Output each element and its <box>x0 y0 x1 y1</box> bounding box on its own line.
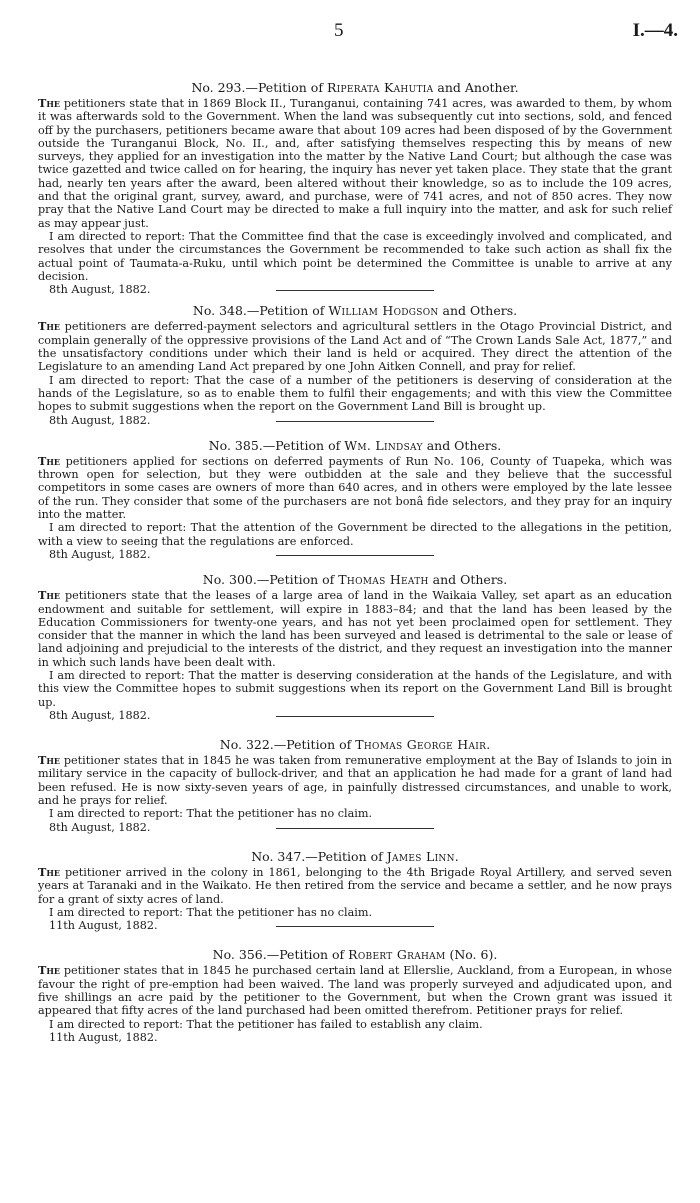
section-divider <box>276 421 434 422</box>
petition-body-text: petitioners state that in 1869 Block II., Turanganui, containing 741 acres, was awarded to them, by whom it was afterwards sold to the Government. When the land was subsequently cut into sections, sold, and fenced off by the purchasers, petitioners became aware that about 109 acres had been disposed of by the Government outside the Turanganui Block, No. II., and, after satisfying themselves respecting this by means of new surveys, they applied for an investigation into the matter by the Native Land Court; but although the case was twice gazetted and twice called on for hearing, the inquiry has never yet taken place. They state that the grant had, nearly ten years after the award, been altered without their knowledge, so as to include the 109 acres, and that the original grant, survey, award, and purchase, were of 741 acres, and not of 850 acres. They now pray that the Native Land Court may be directed to make a full inquiry into the matter, and ask for such relief as may appear just. <box>38 97 672 230</box>
petition-title-suffix: and Another. <box>433 80 519 95</box>
lead-word: The <box>38 864 60 879</box>
petition-title-suffix: and Others. <box>438 303 518 319</box>
report-date: 8th August, 1882. <box>49 708 151 722</box>
petition-body <box>38 866 672 906</box>
lead-word: The <box>38 963 60 978</box>
petition-body-text: petitioners state that the leases of a large area of land in the Waikaia Valley, set apart as an education endowment and suitable for settlement, will expire in 1883–84; and that the land has been leased by the Education Commissioners for twenty-one years, and has not yet been proclaimed open for settlement. They consider that the manner in which the land has been surveyed and leased is detrimental to the sale or lease of land adjoining and prejudicial to the interests of the district, and they request an investigation into the manner in which such lands have been dealt with. <box>38 589 672 669</box>
petitioner-name: James Linn <box>386 848 455 864</box>
report-date: 8th August, 1882. <box>49 283 151 297</box>
committee-report: I am directed to report: That the petitioner has failed to establish any claim. <box>49 1017 483 1031</box>
petition-body <box>38 455 672 521</box>
lead-word: The <box>38 453 60 468</box>
petition-title <box>38 849 672 865</box>
petition-number: No. 322.—Petition of <box>219 737 356 753</box>
petition-number: No. 356.—Petition of <box>212 947 349 963</box>
petition-body <box>38 964 672 1017</box>
petition-number: No. 347.—Petition of <box>251 848 387 864</box>
petition-body-text: petitioner states that in 1845 he purchased certain land at Ellerslie, Auckland, from a European, in whose favour the right of pre-emption had been waived. The land was properly surveyed and adjudicated upon, and five shillings an acre paid by the petitioner to the Government, but when the Crown grant was issued it appeared that fifty acres of the land purchased had been omitted therefrom. Petitioner prays for relief. <box>38 964 672 1018</box>
page-header <box>0 20 700 48</box>
petition-title-suffix: and Others. <box>428 572 508 588</box>
petitioner-name: Wm. Lindsay <box>344 437 423 453</box>
petition-title-suffix: and Others. <box>422 437 502 453</box>
petition-title <box>38 737 672 753</box>
section-divider <box>276 828 434 829</box>
report-date: 8th August, 1882. <box>49 413 151 427</box>
petition-body <box>38 97 672 230</box>
petition-entry <box>38 737 672 835</box>
lead-word: The <box>38 319 60 334</box>
petitions-list <box>38 80 672 1044</box>
petition-number: No. 300.—Petition of <box>202 572 339 588</box>
petition-body <box>38 754 672 807</box>
petition-body-text: petitioner arrived in the colony in 1861, belonging to the 4th Brigade Royal Artillery, and served seven years at Taranaki and in the Waikato. He then retired from the service and became a settler, and he now prays for a grant of sixty acres of land. <box>38 865 672 906</box>
petition-body-text: petitioners are deferred-payment selectors and agricultural settlers in the Otago Provincial District, and complain generally of the oppressive provisions of the Land Act and of “The Crown Lands Sale Act, 1877,” and the unsatisfactory conditions under which their land is held or acquired. They direct the attention of the Legislature to an amending Land Act prepared by one John Aitken Connell, and pray for relief. <box>38 320 672 374</box>
report-date: 11th August, 1882. <box>49 1030 158 1044</box>
petition-entry <box>38 438 672 562</box>
petitioner-name: Thomas Heath <box>338 572 429 588</box>
petition-title-suffix: . <box>486 737 491 753</box>
committee-report: I am directed to report: That the matter is deserving consideration at the hands of the Legislature, and with this view the Committee hopes to submit suggestions when its report on the Government Land Bill is brought up. <box>38 668 672 709</box>
petition-title <box>38 947 672 963</box>
petition-title <box>38 438 672 454</box>
petition-title <box>38 572 672 588</box>
petition-entry <box>38 849 672 933</box>
petitioner-name: Thomas George Hair <box>355 737 487 753</box>
petitioner-name: William Hodgson <box>328 303 439 319</box>
petitioner-name: Riperata Kahutia <box>326 80 434 95</box>
petition-number: No. 385.—Petition of <box>208 437 345 453</box>
lead-word: The <box>38 753 60 768</box>
section-divider <box>276 555 434 556</box>
petition-body <box>38 320 672 373</box>
petition-number: No. 348.—Petition of <box>192 303 329 319</box>
petition-body <box>38 589 672 669</box>
report-date: 8th August, 1882. <box>49 820 151 834</box>
petition-entry <box>38 80 672 297</box>
petition-entry <box>38 572 672 723</box>
lead-word: The <box>38 588 60 603</box>
petition-title <box>38 303 672 319</box>
petition-entry <box>38 303 672 427</box>
report-date: 8th August, 1882. <box>49 547 151 561</box>
page-number: 5 <box>334 20 344 41</box>
committee-report: I am directed to report: That the petitioner has no claim. <box>49 807 373 821</box>
section-divider <box>276 290 434 291</box>
petition-entry <box>38 947 672 1044</box>
petition-number: No. 293.—Petition of <box>191 80 327 95</box>
document-reference: I.—4. <box>632 20 678 41</box>
petition-body-text: petitioner states that in 1845 he was taken from remunerative employment at the Bay of Islands to join in military service in the capacity of bullock-driver, and that an application he had made for a grant of land had been refused. He is now sixty-seven years of age, in painfully distressed circumstances, and unable to work, and he prays for relief. <box>38 754 672 808</box>
petition-title-suffix: (No. 6). <box>445 947 498 963</box>
committee-report: I am directed to report: That the petitioner has no claim. <box>49 905 373 919</box>
lead-word: The <box>38 96 60 110</box>
petitioner-name: Robert Graham <box>348 947 446 963</box>
report-date: 11th August, 1882. <box>49 919 158 933</box>
petition-title-suffix: . <box>454 848 459 864</box>
petition-title <box>38 80 672 96</box>
section-divider <box>276 926 434 927</box>
committee-report: I am directed to report: That the case of a number of the petitioners is deserving of consideration at the hands of the Legislature, so as to enable them to fulfil their engagements; and with this view the Committee hopes to submit suggestions when the report on the Government Land Bill is brought up. <box>38 373 672 414</box>
section-divider <box>276 716 434 717</box>
committee-report: I am directed to report: That the attention of the Government be directed to the allegations in the petition, with a view to seeing that the regulations are enforced. <box>38 521 672 548</box>
petition-body-text: petitioners applied for sections on deferred payments of Run No. 106, County of Tuapeka, which was thrown open for selection, but they were outbidden at the sale and they believe that the successful competitors in some cases are owners of more than 640 acres, and in others were employed by the late lessee of the run. They consider that some of the purchasers are not bonâ fide selectors, and they pray for an inquiry into the matter. <box>38 454 672 522</box>
committee-report: I am directed to report: That the Committee find that the case is exceedingly involved and complicated, and resolves that under the circumstances the Government be recommended to take such action as shall fix the actual point of Taumata-a-Ruku, until which point be determined the Committee is unable to arrive at any decision. <box>38 229 672 283</box>
